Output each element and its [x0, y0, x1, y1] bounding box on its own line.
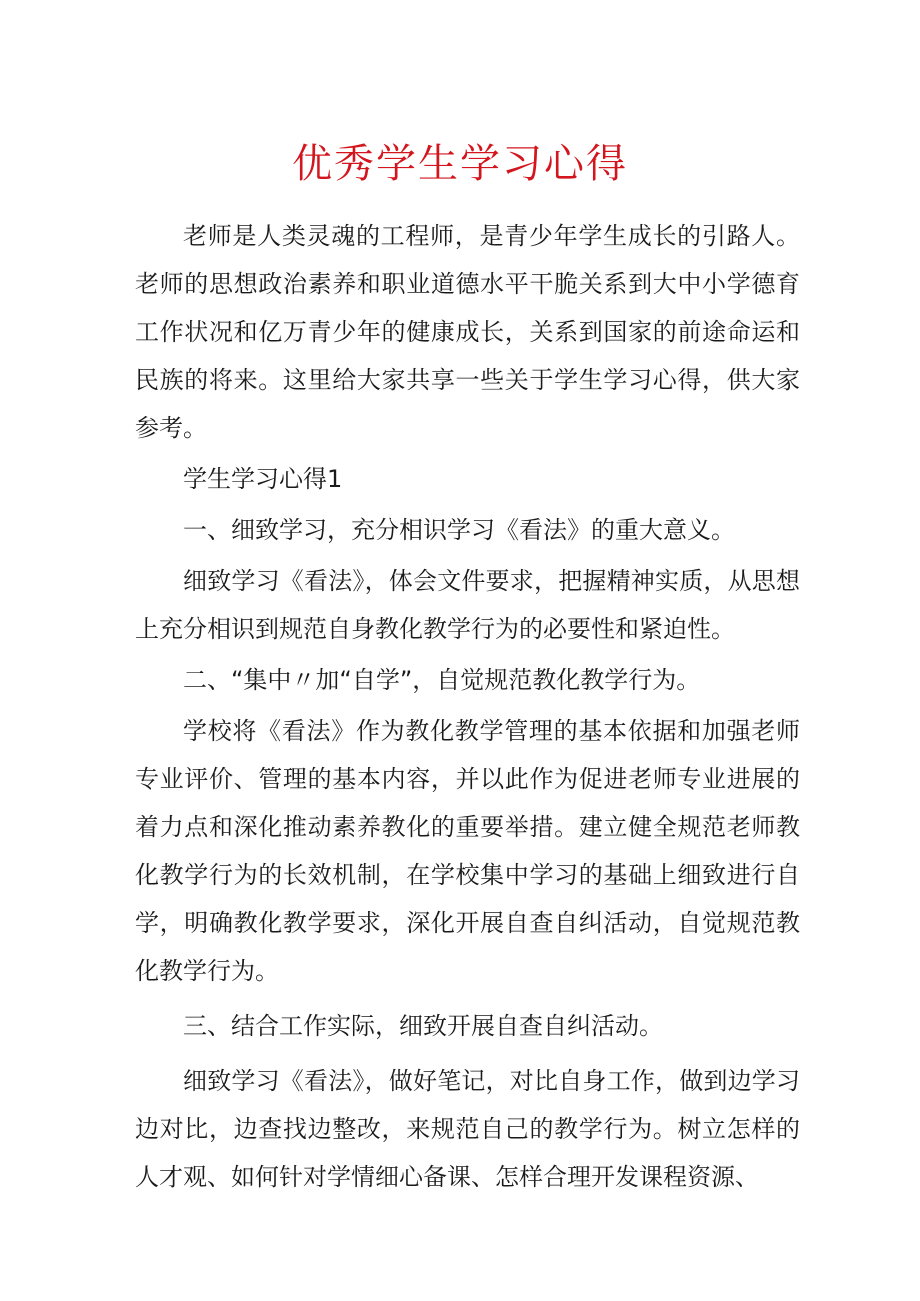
- point-one-paragraph: 细致学习《看法》，体会文件要求，把握精神实质，从思想上充分相识到规范自身教化教学行为的必要性和紧迫性。: [135, 567, 800, 643]
- point-one-heading: 一、细致学习，充分相识学习《看法》的重大意义。: [183, 516, 735, 544]
- point-three-heading: 三、结合工作实际，细致开展自查自纠活动。: [183, 1012, 663, 1040]
- intro-paragraph: 老师是人类灵魂的工程师，是青少年学生成长的引路人。老师的思想政治素养和职业道德水平干脆关系到大中小学德育工作状况和亿万青少年的健康成长，关系到国家的前途命运和民族的将来。这里给大家共享一些关于学生学习心得，供大家参考。: [135, 222, 800, 442]
- point-two-paragraph: 学校将《看法》作为教化教学管理的基本依据和加强老师专业评价、管理的基本内容，并以此作为促进老师专业进展的着力点和深化推动素养教化的重要举措。建立健全规范老师教化教学行为的长效机制，在学校集中学习的基础上细致进行自学，明确教化教学要求，深化开展自查自纠活动，自觉规范教化教学行为。: [135, 717, 800, 985]
- point-two-heading: 二、“集中〃加“自学”，自觉规范教化教学行为。: [183, 666, 701, 694]
- section-heading: 学生学习心得1: [183, 465, 343, 493]
- point-three-paragraph: 细致学习《看法》，做好笔记，对比自身工作，做到边学习边对比，边查找边整改，来规范自己的教学行为。树立怎样的人才观、如何针对学情细心备课、怎样合理开发课程资源、: [135, 1067, 800, 1191]
- document-body: [135, 212, 800, 1201]
- document-title: 优秀学生学习心得: [292, 141, 628, 187]
